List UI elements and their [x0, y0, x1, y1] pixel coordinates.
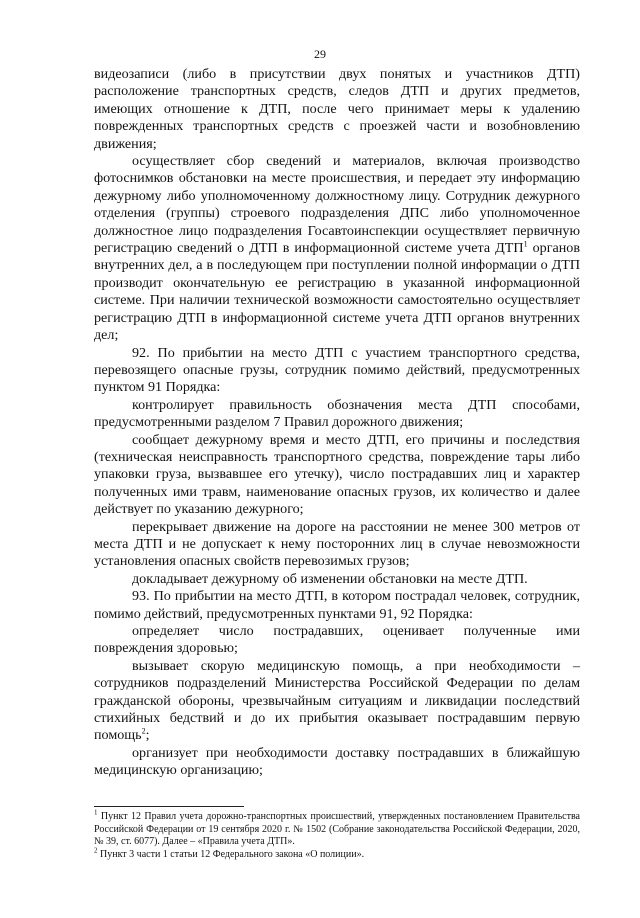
- paragraph: видеозаписи (либо в присутствии двух понятых и участников ДТП) расположение транспортных средств, следов ДТП и других предметов, имеющих отношение к ДТП, после чего принимает меры к удалению поврежденных транспортных средств с проезжей части и возобновлению движения;: [94, 66, 580, 152]
- paragraph-text: органов внутренних дел, а в последующем при поступлении полной информации о ДТП производит окончательную ее регистрацию в указанной информационной системе. При наличии технической возможности самостоятельно осуществляет регистрацию ДТП в информационной системе учета ДТП органов внутренних дел;: [94, 240, 580, 344]
- paragraph: определяет число пострадавших, оценивает полученные ими повреждения здоровью;: [94, 623, 580, 657]
- paragraph: [94, 658, 580, 745]
- paragraph: контролирует правильность обозначения места ДТП способами, предусмотренными разделом 7 Правил дорожного движения;: [94, 396, 580, 431]
- page-number: 29: [314, 47, 326, 61]
- footnote-reference: 2: [141, 726, 146, 736]
- footnote-text: Пункт 12 Правил учета дорожно-транспортных происшествий, утвержденных постановлением Правительства Российской Федерации от 19 сентября 2020 г. № 1502 (Собрание законодательства Российской Федерации, 2020, № 39, ст. 6077). Далее – «Правила учета ДТП».: [94, 811, 580, 848]
- footnotes: [94, 808, 580, 861]
- paragraph: 93. По прибытии на место ДТП, в котором пострадал человек, сотрудник, помимо действий, предусмотренных пунктами 91, 92 Порядка:: [94, 588, 580, 622]
- paragraph-text: вызывает скорую медицинскую помощь, а при необходимости – сотрудников подразделений Министерства Российской Федерации по делам гражданской обороны, чрезвычайным ситуациям и ликвидации последствий стихийных бедствий и до их прибытия оказывает пострадавшим первую помощь: [94, 657, 580, 744]
- footnote-text: Пункт 3 части 1 статьи 12 Федерального закона «О полиции».: [97, 848, 365, 860]
- paragraph-text: осуществляет сбор сведений и материалов, включая производство фотоснимков обстановки на месте происшествия, и передает эту информацию дежурному либо уполномоченному должностному лицу. Сотрудник дежурного отделения (группы) строевого подразделения ДПС либо уполномоченное должностное лицо подразделения Госавтоинспекции осуществляет первичную регистрацию сведений о ДТП в информационной системе учета ДТП: [94, 153, 580, 257]
- paragraph: [94, 153, 580, 344]
- paragraph-text: ;: [145, 727, 150, 744]
- footnote-reference: 1: [523, 239, 528, 249]
- paragraph: перекрывает движение на дороге на расстоянии не менее 300 метров от места ДТП и не допускает к нему посторонних лиц в случае невозможности установления опасных свойств перевозимых грузов;: [94, 518, 580, 570]
- paragraph: докладывает дежурному об изменении обстановки на месте ДТП.: [132, 570, 528, 587]
- footnote: [94, 846, 580, 862]
- document-body: [94, 66, 580, 780]
- paragraph: сообщает дежурному время и место ДТП, его причины и последствия (техническая неисправность транспортного средства, повреждение тары либо упаковки груза, вызвавшее его утечку), число пострадавших лиц и характер полученных ими травм, наименование опасных грузов, их количество и далее действует по указанию дежурного;: [94, 431, 580, 518]
- footnote-mark: 2: [94, 846, 98, 855]
- footnote: [94, 808, 580, 849]
- footnote-mark: 1: [94, 808, 98, 817]
- footnote-separator: [94, 806, 244, 807]
- paragraph: организует при необходимости доставку пострадавших в ближайшую медицинскую организацию;: [94, 744, 580, 779]
- paragraph: 92. По прибытии на место ДТП с участием транспортного средства, перевозящего опасные грузы, сотрудник помимо действий, предусмотренных пунктом 91 Порядка:: [94, 344, 580, 396]
